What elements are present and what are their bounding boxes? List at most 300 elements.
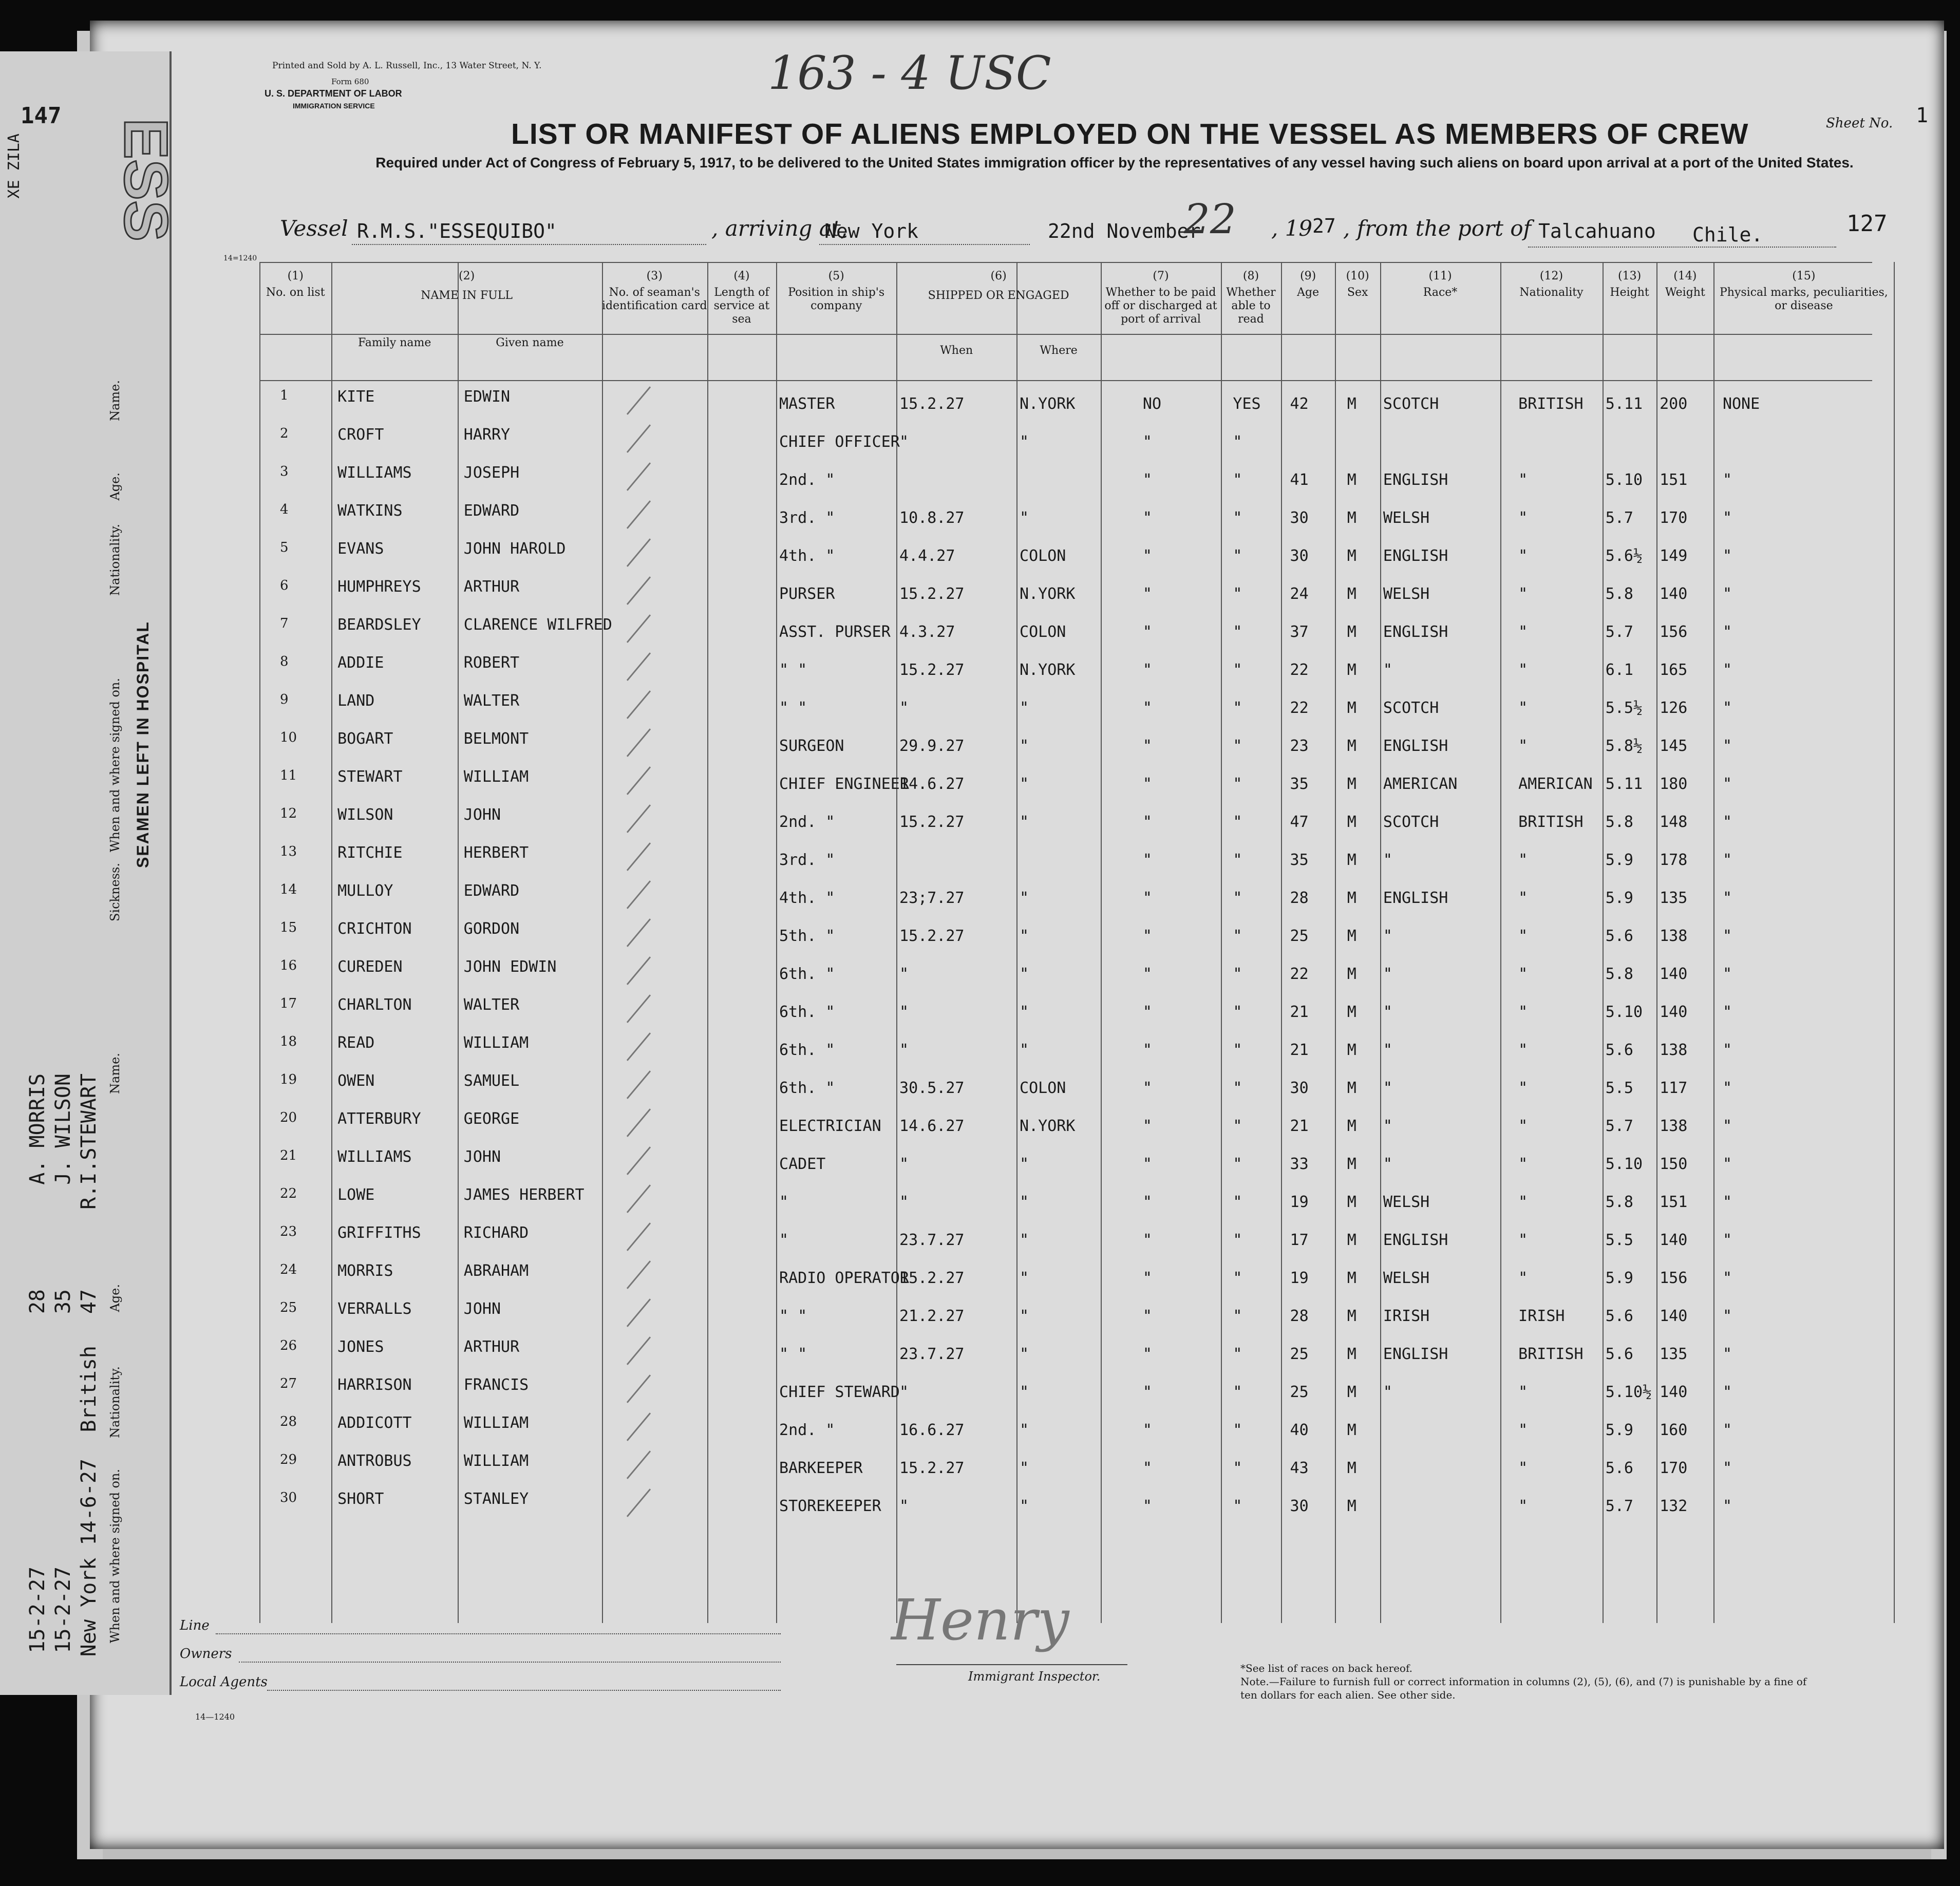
cell-given: JAMES HERBERT [463,1186,585,1204]
cell-nationality: " [1518,585,1528,603]
row-number: 22 [280,1186,297,1201]
row-number: 25 [280,1300,297,1315]
check-mark [627,1070,651,1099]
cell-marks: " [1722,927,1732,945]
crew-table [259,262,1960,1649]
cell-weight: 135 [1660,889,1688,907]
cell-sex: M [1347,1307,1356,1325]
cell-paid: " [1142,547,1152,565]
cell-where: " [1020,1421,1029,1439]
cell-nationality: " [1518,1155,1528,1173]
column-number: (15) [1792,270,1816,282]
cell-where: COLON [1020,623,1066,641]
cell-given: STANLEY [463,1490,529,1508]
cell-position: SURGEON [779,737,844,755]
cell-marks: " [1722,623,1732,641]
cell-given: WALTER [463,996,520,1014]
cell-position: 4th. " [779,889,835,907]
cell-family: LOWE [337,1186,375,1204]
cell-sex: M [1347,775,1356,793]
row-number: 5 [280,540,289,555]
cell-nationality: " [1518,965,1528,983]
cell-family: LAND [337,692,375,710]
arrival-year: 27 [1312,215,1336,237]
cell-weight: 138 [1660,1117,1688,1135]
service-name: IMMIGRATION SERVICE [293,102,375,110]
cell-position: 6th. " [779,1003,835,1021]
owners-label: Owners [180,1646,232,1662]
stub-col-signed: When and where signed on. [108,678,122,853]
cell-race: " [1383,965,1392,983]
row-number: 20 [280,1110,297,1125]
cell-height: 5.6 [1605,1041,1633,1059]
cell-family: WATKINS [337,502,403,520]
cell-marks: " [1722,509,1732,527]
column-header [259,270,331,299]
check-mark [627,766,651,795]
cell-race: SCOTCH [1383,699,1439,717]
cell-age: 19 [1290,1193,1309,1211]
arriving-label: , arriving at, [711,216,848,241]
cell-paid: " [1142,1345,1152,1363]
stub-col-nationality-2: Nationality. [108,1366,122,1438]
cell-when: 15.2.27 [899,585,965,603]
cell-marks: " [1722,661,1732,679]
column-number: (4) [733,270,750,282]
row-number: 19 [280,1072,297,1087]
check-mark [627,1146,651,1175]
cell-paid: " [1142,1459,1152,1477]
cell-race: " [1383,1383,1392,1401]
cell-read: " [1233,1459,1242,1477]
stub-col-age-2: Age. [108,1284,122,1312]
column-header [707,270,777,326]
column-label: SHIPPED OR ENGAGED [928,289,1069,302]
cell-position: " [779,1231,789,1249]
cell-marks: " [1722,1459,1732,1477]
cell-paid: " [1142,1307,1152,1325]
cell-family: HUMPHREYS [337,578,421,596]
cell-weight: 178 [1660,851,1688,869]
cell-paid: " [1142,623,1152,641]
cell-sex: M [1347,1345,1356,1363]
cell-age: 22 [1290,661,1309,679]
cell-given: WILLIAM [463,1414,529,1432]
cell-position: 5th. " [779,927,835,945]
cell-where: " [1020,1307,1029,1325]
cell-weight: 135 [1660,1345,1688,1363]
cell-nationality: " [1518,927,1528,945]
column-header [1713,270,1894,313]
cell-read: " [1233,813,1242,831]
cell-age: 28 [1290,889,1309,907]
cell-given: JOHN [463,1300,501,1318]
cell-when: 23.7.27 [899,1345,965,1363]
cell-family: READ [337,1034,375,1052]
cell-nationality: " [1518,889,1528,907]
cell-when: " [899,1383,909,1401]
column-header [1221,270,1281,326]
column-header [896,344,1016,357]
column-header [1656,270,1713,299]
cell-weight: 148 [1660,813,1688,831]
cell-where: N.YORK [1020,1117,1076,1135]
cell-where: N.YORK [1020,585,1076,603]
cell-position: 3rd. " [779,509,835,527]
cell-weight: 140 [1660,965,1688,983]
cell-paid: " [1142,1193,1152,1211]
column-label: No. on list [266,286,325,299]
cell-when: 15.2.27 [899,927,965,945]
cell-marks: " [1722,471,1732,489]
cell-where: " [1020,1003,1029,1021]
cell-height: 5.11 [1605,775,1643,793]
cell-marks: " [1722,965,1732,983]
cell-when: 15.2.27 [899,1269,965,1287]
handwritten-code: 163 - 4 USC [768,46,1051,100]
cell-sex: M [1347,1383,1356,1401]
row-number: 18 [280,1034,297,1049]
stub-entry-age: 35 [51,1289,75,1314]
stub-entry-signed: 15-2-27 [26,1567,49,1653]
column-number: (10) [1346,270,1369,282]
column-label: Length of service at sea [713,286,770,326]
cell-when: 10.8.27 [899,509,965,527]
column-rule [602,262,603,1623]
row-number: 15 [280,920,297,935]
cell-family: CUREDEN [337,958,403,976]
check-mark [627,994,651,1023]
cell-sex: M [1347,927,1356,945]
check-mark [627,386,651,415]
cell-race: WELSH [1383,509,1430,527]
check-mark [627,956,651,985]
inspector-signature: Henry [891,1587,1069,1653]
cell-nationality: AMERICAN [1518,775,1593,793]
cell-paid: " [1142,1231,1152,1249]
cell-race: ENGLISH [1383,737,1448,755]
cell-weight: 156 [1660,623,1688,641]
column-label: Where [1040,344,1078,357]
cell-paid: " [1142,965,1152,983]
row-number: 12 [280,806,297,821]
form-code-top: 14=1240 [223,254,257,262]
cell-marks: " [1722,1155,1732,1173]
cell-where: N.YORK [1020,661,1076,679]
cell-height: 5.10 [1605,471,1643,489]
cell-weight: 165 [1660,661,1688,679]
cell-family: MORRIS [337,1262,393,1280]
cell-position: BARKEEPER [779,1459,863,1477]
cell-race: " [1383,851,1392,869]
cell-where: " [1020,737,1029,755]
cell-marks: " [1722,1003,1732,1021]
cell-read: " [1233,1193,1242,1211]
cell-when: " [899,699,909,717]
cell-given: JOHN HAROLD [463,540,566,558]
inspector-label: Immigrant Inspector. [968,1669,1101,1684]
column-rule [458,262,459,1623]
cell-age: 47 [1290,813,1309,831]
column-number: (8) [1242,270,1259,282]
cell-weight: 160 [1660,1421,1688,1439]
cell-height: 5.5½ [1605,699,1643,717]
row-number: 4 [280,502,289,517]
cell-given: JOSEPH [463,464,520,482]
cell-where: " [1020,433,1029,451]
cell-age: 17 [1290,1231,1309,1249]
cell-family: WILLIAMS [337,464,412,482]
cell-weight: 151 [1660,1193,1688,1211]
column-label: Weight [1665,286,1705,299]
cell-given: ROBERT [463,654,520,672]
cell-position: CHIEF ENGINEER [779,775,909,793]
cell-where: " [1020,509,1029,527]
cell-nationality: " [1518,737,1528,755]
column-label: Age [1297,286,1320,299]
cell-paid: " [1142,813,1152,831]
cell-height: 5.8 [1605,1193,1633,1211]
cell-age: 30 [1290,547,1309,565]
cell-given: BELMONT [463,730,529,748]
row-number: 23 [280,1224,297,1239]
cell-age: 43 [1290,1459,1309,1477]
cell-position: STOREKEEPER [779,1497,881,1515]
cell-read: " [1233,965,1242,983]
cell-marks: " [1722,1079,1732,1097]
cell-race: ENGLISH [1383,471,1448,489]
cell-height: 5.7 [1605,623,1633,641]
cell-sex: M [1347,851,1356,869]
cell-read: " [1233,1231,1242,1249]
arrival-port: New York [824,220,919,242]
cell-where: " [1020,1459,1029,1477]
column-number: (7) [1153,270,1169,282]
cell-nationality: " [1518,1459,1528,1477]
cell-sex: M [1347,395,1356,413]
cell-marks: " [1722,1345,1732,1363]
row-number: 3 [280,464,289,479]
cell-weight: 170 [1660,1459,1688,1477]
column-number: (2) [459,270,475,282]
cell-height: 5.10 [1605,1003,1643,1021]
cell-when: 15.2.27 [899,813,965,831]
cell-where: " [1020,965,1029,983]
cell-where: " [1020,1231,1029,1249]
cell-race: " [1383,1079,1392,1097]
column-label: Physical marks, peculiarities, or disease [1719,286,1888,312]
column-header [776,270,896,313]
cell-nationality: BRITISH [1518,395,1584,413]
column-header [458,336,602,350]
cell-race: " [1383,1003,1392,1021]
cell-sex: M [1347,1155,1356,1173]
cell-sex: M [1347,471,1356,489]
page-title: LIST OR MANIFEST OF ALIENS EMPLOYED ON THE VESSEL AS MEMBERS OF CREW [511,118,1749,150]
cell-given: HARRY [463,426,511,444]
cell-where: " [1020,927,1029,945]
cell-sex: M [1347,737,1356,755]
cell-marks: " [1722,851,1732,869]
cell-age: 22 [1290,699,1309,717]
row-number: 29 [280,1452,297,1467]
from-label: , from the port of [1343,216,1532,241]
cell-where: " [1020,1155,1029,1173]
row-number: 17 [280,996,297,1011]
cell-given: GEORGE [463,1110,520,1128]
cell-race: " [1383,1155,1392,1173]
check-mark [627,576,651,605]
cell-given: JOHN [463,1148,501,1166]
cell-given: WILLIAM [463,768,529,786]
from-underline [1528,247,1836,248]
cell-weight: 132 [1660,1497,1688,1515]
cell-nationality: " [1518,547,1528,565]
row-number: 28 [280,1414,297,1429]
cell-given: CLARENCE WILFRED [463,616,612,634]
stub-entry-name: R.I.STEWART [77,1073,101,1210]
cell-age: 40 [1290,1421,1309,1439]
column-number: (1) [287,270,304,282]
cell-sex: M [1347,813,1356,831]
column-number: (11) [1428,270,1452,282]
cell-position: " " [779,1345,807,1363]
stub-col-age: Age. [108,473,122,501]
column-rule [1221,262,1222,1623]
column-rule [1016,262,1017,1623]
cell-race: " [1383,1041,1392,1059]
column-header [1500,270,1603,299]
column-header [331,270,602,303]
cell-paid: NO [1142,395,1162,413]
cell-when: 15.2.27 [899,395,965,413]
cell-position: " " [779,699,807,717]
cell-position: CHIEF STEWARD [779,1383,900,1401]
cell-family: WILLIAMS [337,1148,412,1166]
cell-marks: " [1722,737,1732,755]
hospital-stub [0,51,180,1695]
cell-nationality: " [1518,661,1528,679]
cell-height: 5.9 [1605,1269,1633,1287]
cell-position: ELECTRICIAN [779,1117,881,1135]
cell-position: " " [779,1307,807,1325]
row-number: 30 [280,1490,297,1505]
column-label: Nationality [1519,286,1584,299]
column-header [1101,270,1221,326]
cell-paid: " [1142,1383,1152,1401]
cell-race: AMERICAN [1383,775,1458,793]
cell-family: WILSON [337,806,393,824]
vessel-label: Vessel [280,216,348,241]
cell-height: 5.9 [1605,851,1633,869]
cell-where: COLON [1020,1079,1066,1097]
cell-where: " [1020,1269,1029,1287]
column-rule [1335,262,1336,1623]
cell-weight: 149 [1660,547,1688,565]
column-label: NAME IN FULL [421,289,513,302]
cell-height: 5.5 [1605,1231,1633,1249]
column-number: (12) [1539,270,1563,282]
column-header [331,336,458,350]
cell-given: JOHN EDWIN [463,958,557,976]
column-label: Height [1610,286,1649,299]
cell-paid: " [1142,1003,1152,1021]
cell-given: WALTER [463,692,520,710]
cell-height: 5.11 [1605,395,1643,413]
stub-edge-letters: ESS [111,118,180,242]
row-number: 16 [280,958,297,973]
cell-height: 5.7 [1605,1497,1633,1515]
cell-weight: 140 [1660,1231,1688,1249]
column-number: (6) [990,270,1007,282]
cell-when: 14.6.27 [899,1117,965,1135]
cell-height: 5.8 [1605,965,1633,983]
cell-paid: " [1142,471,1152,489]
cell-height: 5.9 [1605,1421,1633,1439]
row-number: 27 [280,1376,297,1391]
cell-paid: " [1142,889,1152,907]
cell-read: " [1233,1345,1242,1363]
cell-read: " [1233,1269,1242,1287]
cell-sex: M [1347,623,1356,641]
stub-entry-signed: 15-2-27 [51,1567,75,1653]
cell-nationality: " [1518,623,1528,641]
cell-nationality: BRITISH [1518,813,1584,831]
cell-marks: " [1722,1497,1732,1515]
cell-race: WELSH [1383,1193,1430,1211]
cell-family: EVANS [337,540,384,558]
column-rule [896,262,897,1623]
stub-col-name-2: Name. [108,1053,122,1094]
cell-when: 15.2.27 [899,1459,965,1477]
cell-position: 6th. " [779,1041,835,1059]
cell-age: 33 [1290,1155,1309,1173]
cell-when: " [899,433,909,451]
row-number: 8 [280,654,289,669]
departure-country: Chile. [1692,223,1763,246]
cell-race: ENGLISH [1383,623,1448,641]
cell-race: ENGLISH [1383,547,1448,565]
cell-nationality: " [1518,1269,1528,1287]
cell-sex: M [1347,1117,1356,1135]
column-label: Family name [358,336,431,349]
cell-family: CRICHTON [337,920,412,938]
cell-weight: 150 [1660,1155,1688,1173]
column-label: Position in ship's company [788,286,885,312]
cell-read: " [1233,1155,1242,1173]
cell-age: 21 [1290,1041,1309,1059]
check-mark [627,500,651,529]
column-number: (3) [646,270,663,282]
cell-family: BEARDSLEY [337,616,421,634]
cell-given: SAMUEL [463,1072,520,1090]
cell-height: 5.8 [1605,585,1633,603]
cell-position: ASST. PURSER [779,623,891,641]
cell-paid: " [1142,1079,1152,1097]
stub-col-signed-2: When and where signed on. [108,1469,122,1644]
cell-sex: M [1347,1421,1356,1439]
cell-marks: " [1722,547,1732,565]
cell-where: " [1020,775,1029,793]
cell-family: CROFT [337,426,384,444]
cell-marks: " [1722,889,1732,907]
column-header [1281,270,1335,299]
cell-read: " [1233,509,1242,527]
cell-position: 4th. " [779,547,835,565]
cell-position: 3rd. " [779,851,835,869]
cell-paid: " [1142,1117,1152,1135]
cell-age: 30 [1290,509,1309,527]
